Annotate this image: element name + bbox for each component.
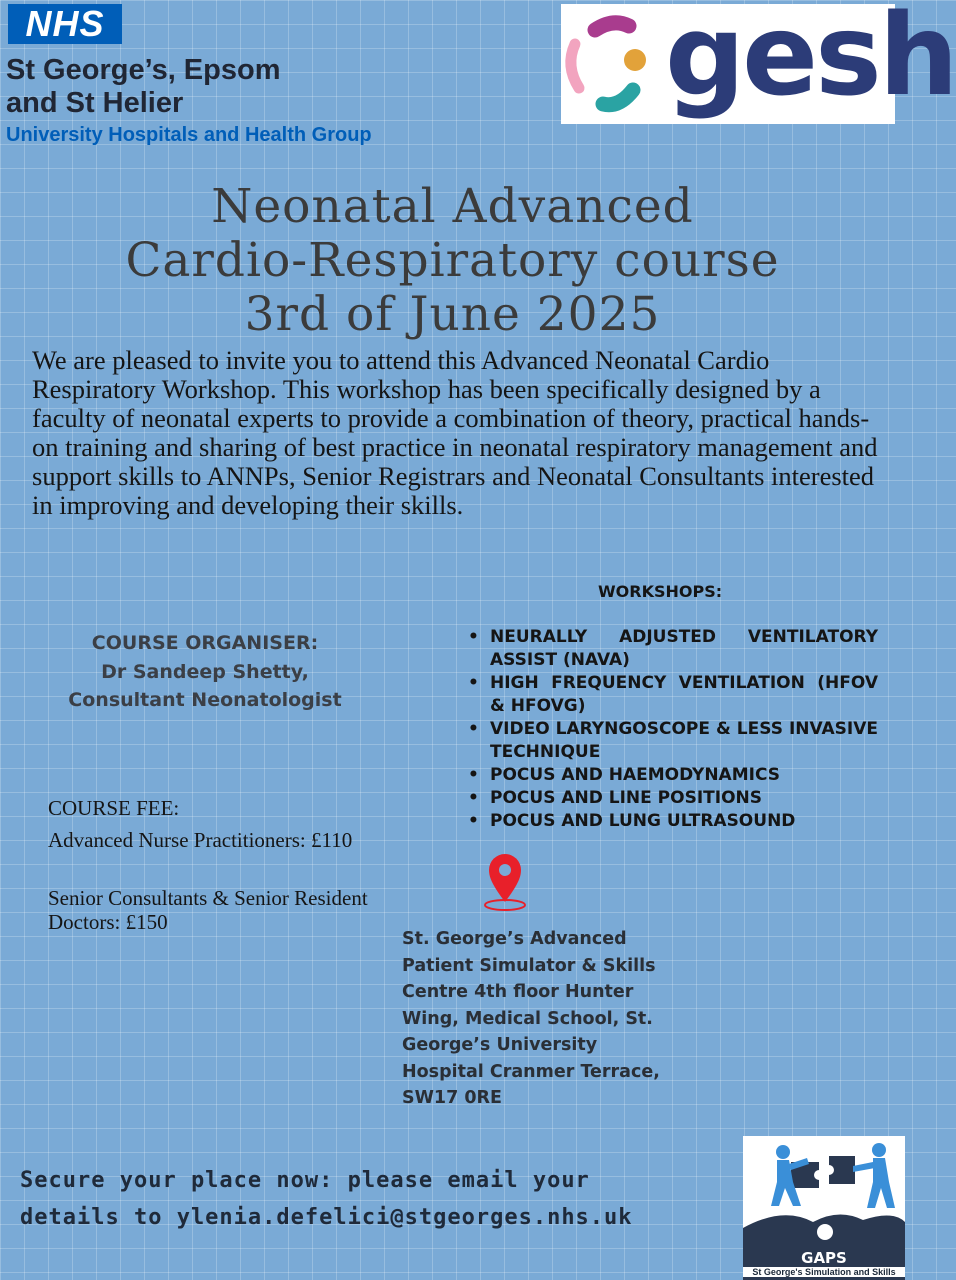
nhs-logo: NHS: [8, 4, 122, 44]
course-title: [0, 180, 905, 342]
workshop-item: • VIDEO LARYNGOSCOPE & LESS INVASIVE TECHNIQUE: [468, 718, 878, 764]
gaps-subtitle: St George's Simulation and Skills: [743, 1267, 905, 1277]
trust-subtitle: University Hospitals and Health Group: [6, 124, 372, 146]
gesh-ring-icon: [561, 4, 671, 124]
gaps-label: GAPS: [801, 1249, 847, 1267]
organiser-role: Consultant Neonatologist: [68, 689, 342, 711]
organiser-name: Dr Sandeep Shetty,: [101, 661, 309, 683]
gaps-logo: [743, 1136, 905, 1280]
fee-item-consultant: Senior Consultants & Senior Resident Doctors: £150: [48, 886, 368, 934]
cta-line1: Secure your place now: please email your: [20, 1168, 590, 1193]
trust-name-line1: St George’s, Epsom: [6, 54, 281, 86]
fee-heading: COURSE FEE:: [48, 796, 180, 820]
trust-name-line2: and St Helier: [6, 87, 184, 119]
organiser-heading: COURSE ORGANISER:: [91, 632, 319, 654]
course-organiser: [40, 628, 370, 714]
workshop-item: • POCUS AND HAEMODYNAMICS: [468, 764, 878, 787]
cta-line2[interactable]: details to ylenia.defelici@stgeorges.nhs.uk: [20, 1205, 633, 1230]
workshop-item: • POCUS AND LUNG ULTRASOUND: [468, 810, 878, 833]
workshop-item: • NEURALLY ADJUSTED VENTILATORY ASSIST (NAVA): [468, 626, 878, 672]
trust-name: [6, 54, 281, 120]
workshop-item: • POCUS AND LINE POSITIONS: [468, 787, 878, 810]
location-pin-icon: [483, 852, 527, 912]
workshops-list: [468, 626, 878, 833]
intro-paragraph: We are pleased to invite you to attend this Advanced Neonatal Cardio Respiratory Workshop. This workshop has been specifically designed by a faculty of neonatal experts to provide a combination of theory, practical hands-on training and sharing of best practice in neonatal respiratory management and support skills to ANNPs, Senior Registrars and Neonatal Consultants interested in improving and developing their skills.: [32, 345, 878, 520]
venue-address: St. George’s Advanced Patient Simulator & Skills Centre 4th floor Hunter Wing, Medical School, St. George’s University Hospital Cranmer Terrace, SW17 0RE: [402, 929, 660, 1108]
workshop-item: • HIGH FREQUENCY VENTILATION (HFOV & HFOVG): [468, 672, 878, 718]
title-line1: Neonatal Advanced: [211, 179, 694, 234]
gesh-logo: [561, 0, 956, 124]
call-to-action: [20, 1162, 633, 1236]
workshops-heading: WORKSHOPS:: [598, 582, 723, 601]
title-line2: Cardio-Respiratory course: [125, 233, 780, 288]
fee-item-nurse: Advanced Nurse Practitioners: £110: [48, 828, 353, 852]
title-date: 3rd of June 2025: [244, 287, 661, 342]
gesh-wordmark: gesh: [665, 0, 956, 121]
